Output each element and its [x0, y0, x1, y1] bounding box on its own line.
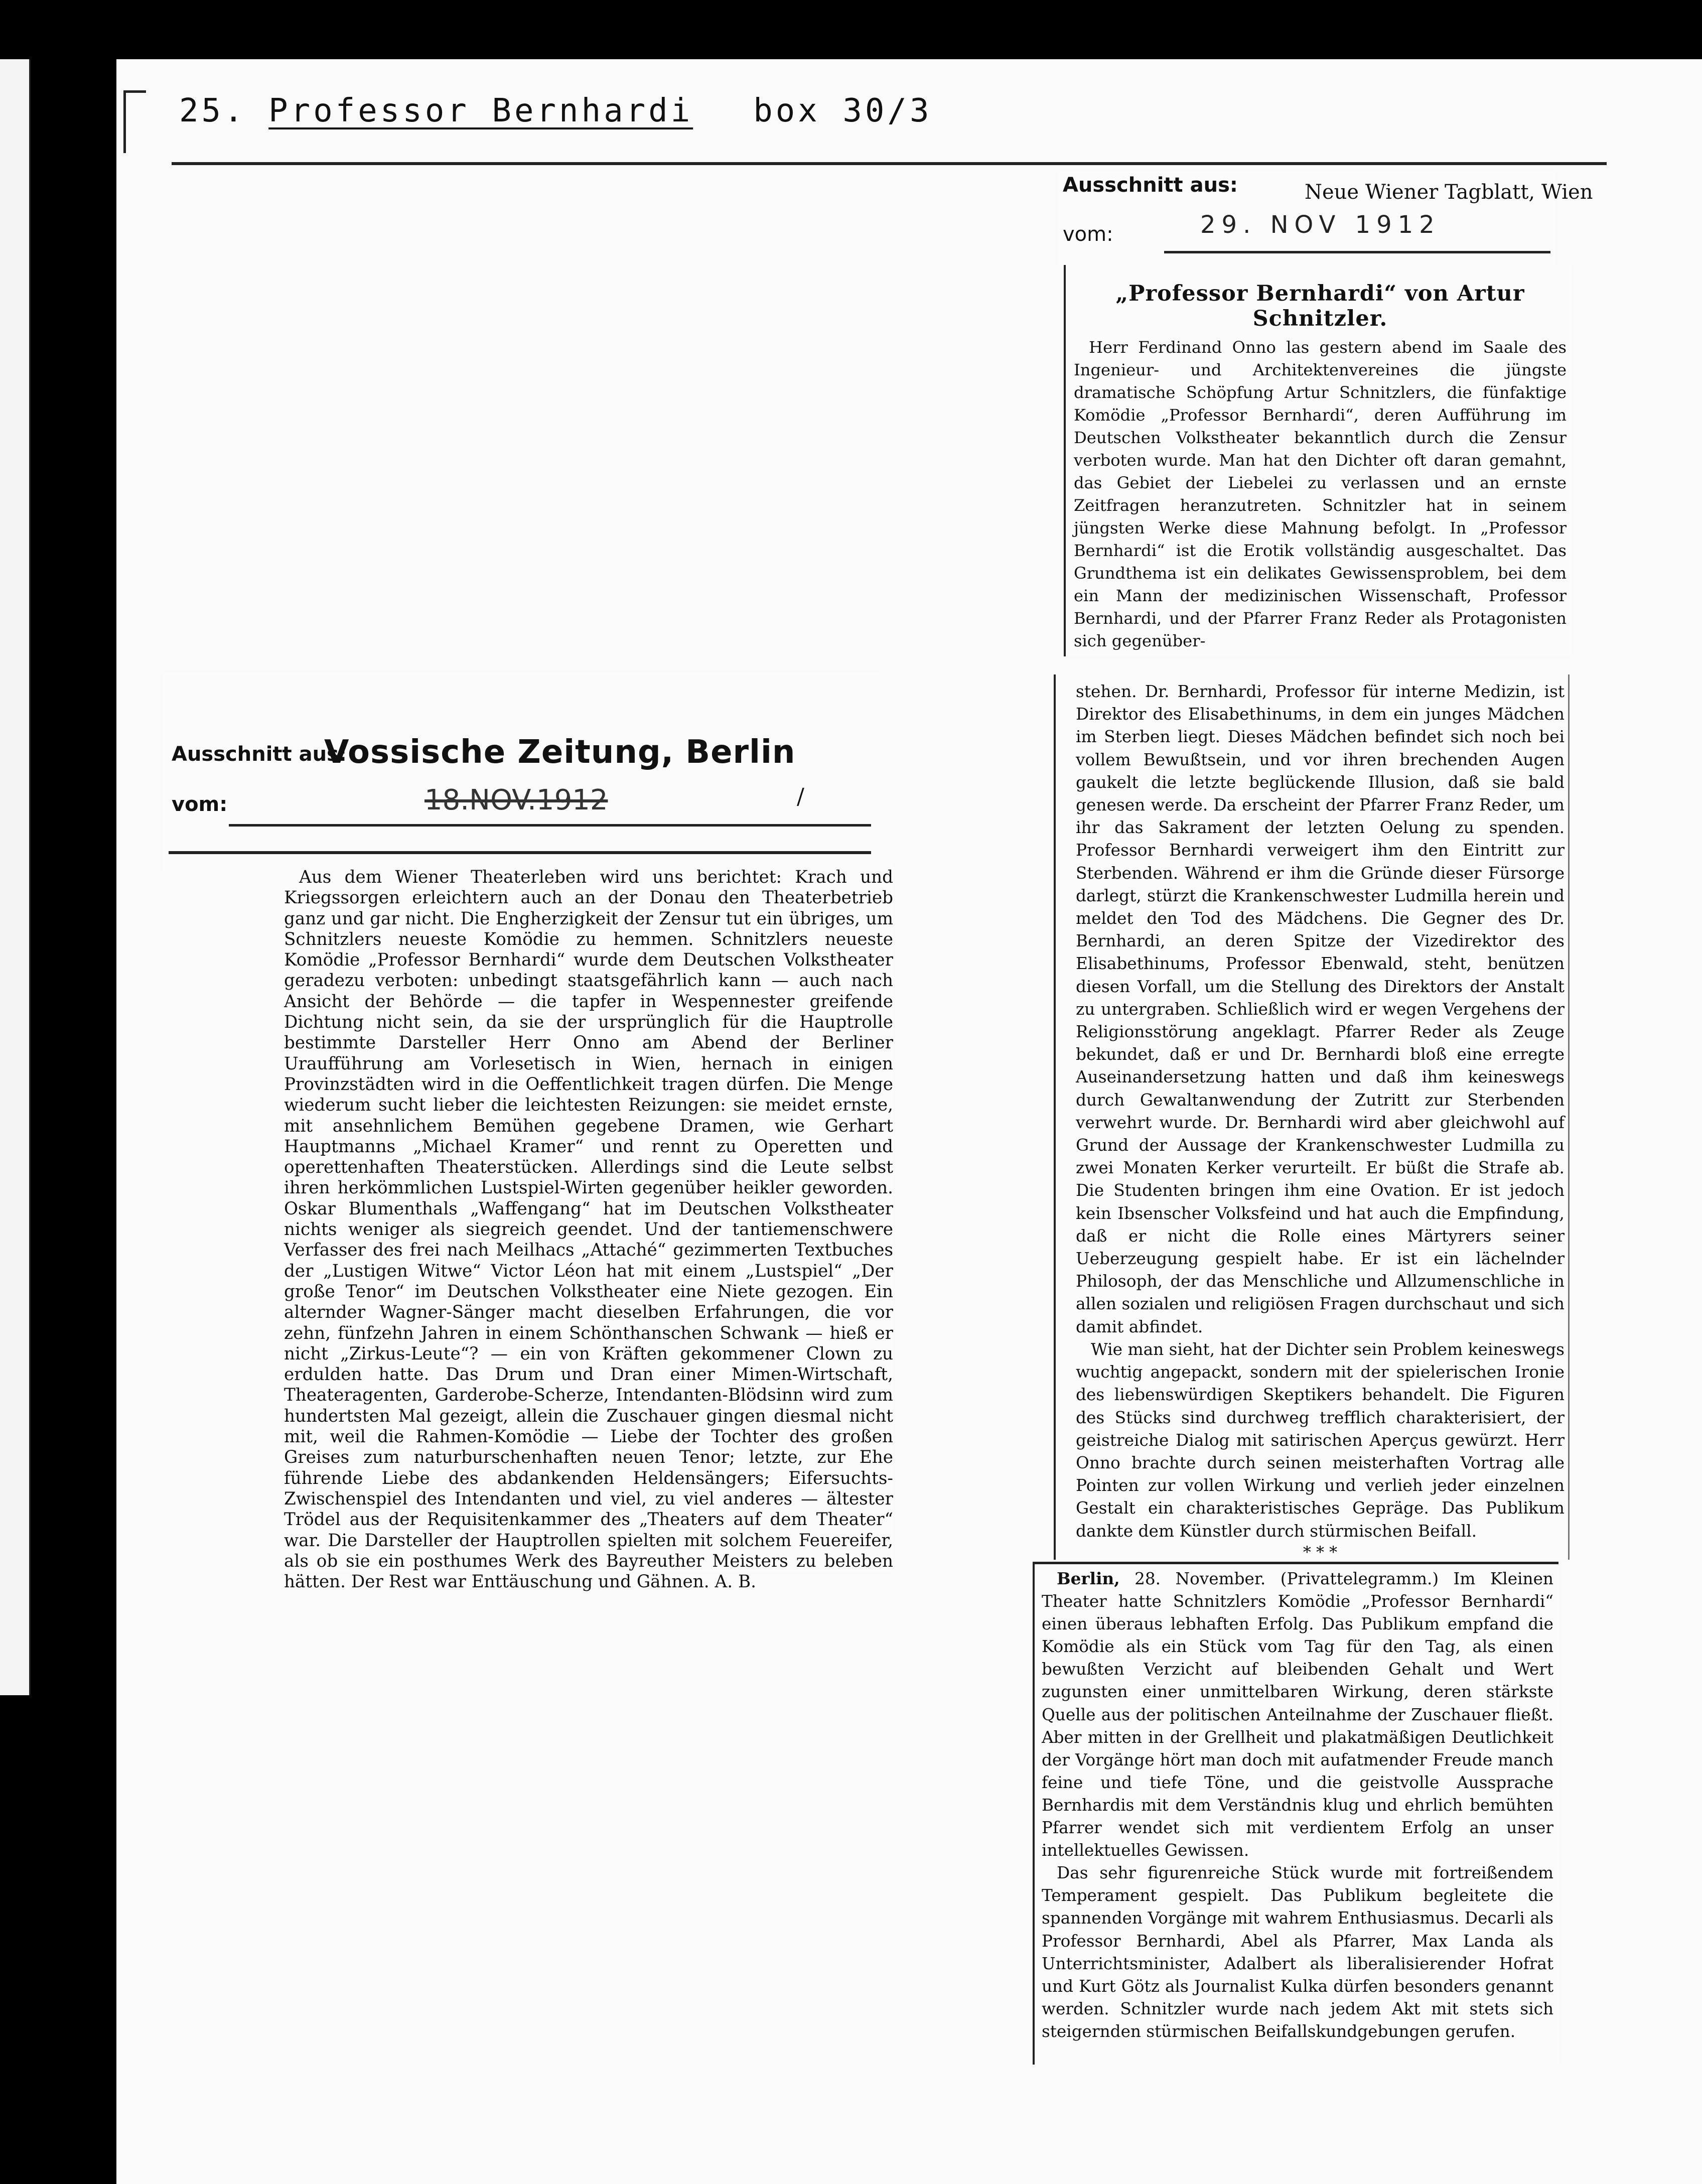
pencil-mark: /	[797, 784, 804, 809]
header-rule	[172, 162, 1607, 165]
right-clipping-header	[1059, 171, 1593, 266]
left-clipping-header	[164, 672, 879, 871]
article-paragraph: stehen. Dr. Bernhardi, Professor für interne Medizin, ist Direktor des Elisabethinums, in dem ein junges Mädchen im Sterben liegt. Dieses Mädchen befindet sich noch bei vollem Bewußtsein, und vor ihren brechenden Augen gaukelt die letzte beglückende Illusion, daß sie bald genesen werde. Da erscheint der Pfarrer Franz Reder, um ihr das Sakrament der letzten Oelung zu spenden. Professor Bernhardi verweigert ihm den Eintritt zur Sterbenden. Während er ihm die Gründe dieser Fürsorge darlegt, stürzt die Krankenschwester Ludmilla herein und meldet den Tod des Mädchens. Die Gegner des Dr. Bernhardi, an deren Spitze der Vizedirektor des Elisabethinums, Professor Ebenwald, steht, benützen diesen Vorfall, um die Stellung des Direktors der Anstalt zu untergraben. Schließlich wird er wegen Vergehens der Religionsstörung angeklagt. Pfarrer Reder als Zeuge bekundet, daß er und Dr. Bernhardi bloß eine erregte Auseinandersetzung hatten und daß ihm keineswegs durch Gewaltanwendung der Zutritt zur Sterbenden verwehrt wurde. Dr. Bernhardi wird aber gleichwohl auf Grund der Aussage der Krankenschwester Ludmilla zu zwei Monaten Kerker verurteilt. Er büßt die Strafe ab. Die Studenten bringen ihm eine Ovation. Er ist jedoch kein Ibsenscher Volksfeind und hat auch die Empfindung, daß er nicht die Rolle eines Märtyrers seiner Ueberzeugung gespielt habe. Er ist ein lächelnder Philosoph, der das Menschliche und Allzumenschliche in allen sozialen und religiösen Fragen durchschaut und sich damit abfindet.	[1076, 682, 1565, 1336]
right-clipping-part-2	[1048, 674, 1570, 1560]
clipping-date: 29. NOV 1912	[1200, 211, 1441, 239]
clipping-edge	[1568, 674, 1570, 1560]
newspaper-name: Vossische Zeitung, Berlin	[324, 734, 796, 771]
article-paragraph: Das sehr figurenreiche Stück wurde mit fortreißendem Temperament gespielt. Das Publikum begleitete die spannenden Vorgänge mit wahrem Enthusiasmus. Decarli als Professor Bernhardi, Abel als Pfarrer, Max Landa als Unterrichtsminister, Adalbert als liberalisierender Hofrat und Kurt Götz als Journalist Kulka dürfen besonders genannt werden. Schnitzler wurde nach jedem Akt mit stets sich steigernden stürmischen Beifallskundgebungen gerufen.	[1042, 1863, 1553, 2041]
right-clipping-part-3	[1033, 1562, 1558, 2065]
header-bottom-rule	[169, 851, 871, 854]
adjacent-page-edge	[0, 59, 31, 1695]
article-paragraph: Wie man sieht, hat der Dichter sein Problem keineswegs wuchtig angepackt, sondern mit der spielerischen Ironie des liebenswürdigen Skeptikers behandelt. Die Figuren des Stücks sind durchweg trefflich charakterisiert, der geistreiche Dialog mit satirischen Aperçus gewürzt. Herr Onno brachte durch seinen meisterhaften Vortrag alle Pointen zur vollen Wirkung und verlieh jeder einzelnen Gestalt ein charakteristisches Gepräge. Das Publikum dankte dem Künstler durch stürmischen Beifall.	[1076, 1339, 1565, 1541]
article-text: Aus dem Wiener Theaterleben wird uns berichtet: Krach und Kriegssorgen erleichtern auch an der Donau den Theaterbetrieb ganz und gar nicht. Die Engherzigkeit der Zensur tut ein übriges, um Schnitzlers neueste Komödie zu hemmen. Schnitzlers neueste Komödie „Professor Bernhardi“ wurde dem Deutschen Volkstheater geradezu verboten: unbedingt staatsgefährlich kann — auch nach Ansicht der Behörde — die tapfer in Wespennester greifende Dichtung nicht sein, da sie der ursprünglich für die Hauptrolle bestimmte Darsteller Herr Onno am Abend der Berliner Uraufführung am Vorlesetisch in Wien, hernach in einigen Provinzstädten wird in die Oeffentlichkeit tragen dürfen. Die Menge wiederum sucht lieber die leichtesten Reizungen: sie meidet ernste, mit ansehnlichem Bemühen gegebene Dramen, wie Gerhart Hauptmanns „Michael Kramer“ und rennt zu Operetten und operettenhaften Theaterstücken. Allerdings sind die Leute selbst ihren herkömmlichen Lustspiel-Wirten gegenüber heikler geworden. Oskar Blumenthals „Waffengang“ hat im Deutschen Volkstheater nichts weniger als siegreich geendet. Und der tantiemenschwere Verfasser des frei nach Meilhacs „Attaché“ gezimmerten Textbuches der „Lustigen Witwe“ Victor Léon hat mit einem „Lustspiel“ „Der große Tenor“ im Deutschen Volkstheater eine Niete gezogen. Ein alternder Wagner-Sänger macht dieselben Erfahrungen, die vor zehn, fünfzehn Jahren in einem Schönthanschen Schwank — hieß er nicht „Zirkus-Leute“? — ein von Kräften gekommener Clown zu erdulden hatte. Das Drum und Dran einer Mimen-Wirtschaft, Theateragenten, Garderobe-Scherze, Intendanten-Blödsinn wird zum hundertsten Mal gezeigt, allein die Zuschauer gingen diesmal nicht mit, weil die Rahmen-Komödie — Liebe der Tochter des großen Greises zum naturburschenhaften neuen Tenor; letzte, zur Ehe führende Liebe des abdankenden Heldensängers; Eifersuchts-Zwischenspiel des Intendanten und viel, zu viel anderes — ältester Trödel aus der Requisitenkammer des „Theaters auf dem Theater“ war. Die Darsteller der Hauptrollen spielten mit solchem Feuereifer, als ob sie ein posthumes Werk des Bayreuther Meisters zu beleben hätten. Der Rest war Enttäuschung und Gähnen. A. B.	[284, 867, 893, 1592]
clipping-source-label: Ausschnitt aus:	[1063, 174, 1238, 197]
newspaper-name: Neue Wiener Tagblatt, Wien	[1305, 181, 1593, 204]
clipping-date: 18.NOV.1912	[424, 784, 608, 816]
header-number: 25.	[179, 92, 246, 129]
clipping-source-label: Ausschnitt aus:	[172, 743, 347, 766]
article-headline: „Professor Bernhardi“ von Artur Schnitzler.	[1115, 281, 1525, 331]
right-clipping-part-1	[1064, 265, 1571, 656]
page-header	[179, 92, 932, 129]
clipping-edge	[1054, 674, 1056, 1560]
clipping-date-label: vom:	[1063, 223, 1113, 246]
dateline-city: Berlin,	[1057, 1569, 1120, 1588]
page-corner-mark	[123, 90, 146, 153]
clipping-date-label: vom:	[172, 793, 228, 816]
article-paragraph: Herr Ferdinand Onno las gestern abend im Saale des Ingenieur- und Architektenvereines die jüngste dramatische Schöpfung Artur Schnitzlers, die fünfaktige Komödie „Professor Bernhardi“, deren Aufführung im Deutschen Volkstheater bekanntlich durch die Zensur verboten wurde. Man hat den Dichter oft daran gemahnt, das Gebiet der Liebelei zu verlassen und an ernste Zeitfragen heranzutreten. Schnitzler hat in seinem jüngsten Werke diese Mahnung befolgt. In „Professor Bernhardi“ ist die Erotik vollständig ausgeschaltet. Das Grundthema ist ein delikates Gewissensproblem, bei dem ein Mann der medizinischen Wissenschaft, Professor Bernhardi, und der Pfarrer Franz Reder als Protagonisten sich gegenüber-	[1074, 338, 1567, 650]
berlin-report: 28. November. (Privattelegramm.) Im Kleinen Theater hatte Schnitzlers Komödie „Professor Bernhardi“ einen überaus lebhaften Erfolg. Das Publikum empfand die Komödie als ein Stück vom Tag für den Tag, als einen bewußten Verzicht auf bleibenden Gehalt und Wert zugunsten einer unmittelbaren Wirkung, deren stärkste Quelle aus der politischen Anteilnahme der Zuschauer fließt. Aber mitten in der Grellheit und plakatmäßigen Deutlichkeit der Vorgänge hört man doch mit aufatmender Freude manch feine und tiefe Töne, und die geistvolle Aussprache Bernhardis mit dem Verständnis klug und ehrlich bemühten Pfarrer wendet sich mit verdientem Erfolg an unser intellektuelles Gewissen.	[1042, 1569, 1553, 1860]
header-title: Professor Bernhardi	[268, 92, 693, 129]
date-rule	[1164, 251, 1550, 253]
date-rule	[229, 824, 871, 827]
article-paragraph	[1042, 1567, 1553, 1862]
section-separator: * * *	[1303, 1542, 1338, 1562]
header-box: box 30/3	[753, 92, 932, 129]
left-clipping-article	[281, 864, 893, 1592]
